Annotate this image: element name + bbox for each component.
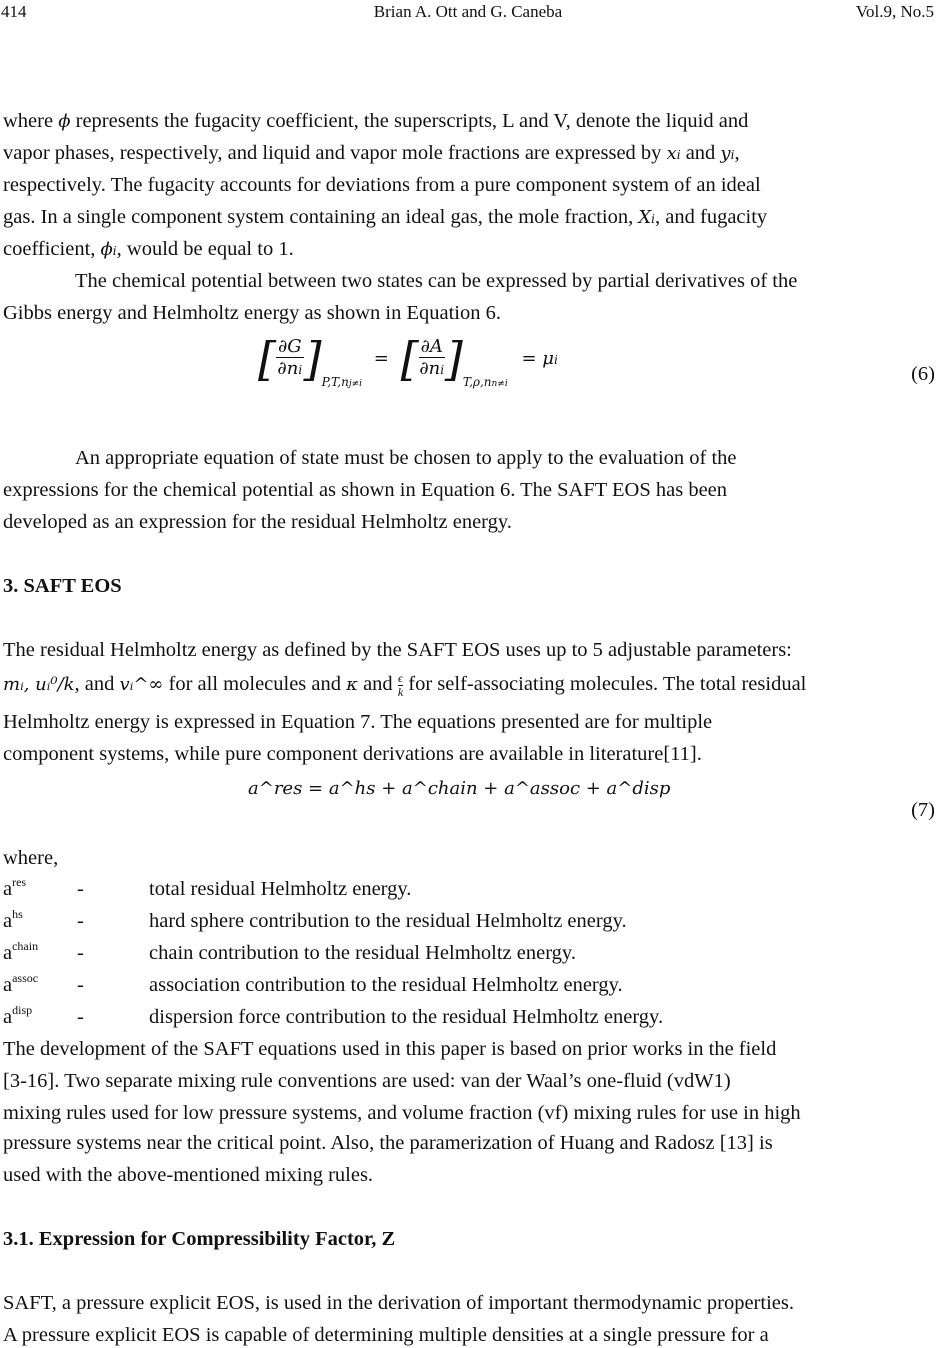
equation-number-6: (6) xyxy=(911,363,935,385)
paragraph-line: coefficient, ϕi, would be equal to 1. xyxy=(3,238,294,260)
paragraph-line: The residual Helmholtz energy as defined by the SAFT EOS uses up to 5 adjustable parameters: xyxy=(3,639,792,661)
paragraph-line: mixing rules used for low pressure systems, and volume fraction (vf) mixing rules for use in high xyxy=(3,1102,801,1124)
paragraph-line: The chemical potential between two states can be expressed by partial derivatives of the xyxy=(75,270,798,292)
definition-row: $a^{assoc}$ - association contribution to the residual Helmholtz energy. xyxy=(3,971,623,996)
paragraph-line: Gibbs energy and Helmholtz energy as shown in Equation 6. xyxy=(3,302,501,324)
math-phi: ϕ xyxy=(58,111,71,132)
definition-text: association contribution to the residual Helmholtz energy. xyxy=(149,974,623,996)
paragraph-line: expressions for the chemical potential as shown in Equation 6. The SAFT EOS has been xyxy=(3,479,728,501)
paragraph-line: [3-16]. Two separate mixing rule conventions are used: van der Waal’s one-fluid (vdW1) xyxy=(3,1070,731,1092)
definition-row: $a^{disp}$ - dispersion force contribution to the residual Helmholtz energy. xyxy=(3,1003,664,1028)
paragraph-line: An appropriate equation of state must be chosen to apply to the evaluation of the xyxy=(75,447,737,469)
paragraph-line: respectively. The fugacity accounts for deviations from a pure component system of an ideal xyxy=(3,174,761,196)
definition-symbol: $a^{chain}$ xyxy=(3,939,39,964)
paragraph-line: SAFT, a pressure explicit EOS, is used in the derivation of important thermodynamic properties. xyxy=(3,1292,794,1314)
where-label: where, xyxy=(3,847,59,869)
equation-6: [ $\frac{\partial G}{\partial ni}$ ]$_{P,T,nj\ne i}$ = [ $\frac{\partial A}{\partial ni}$ ]$_{T,\rho,nn\ne i} = \mu i$ xyxy=(258,332,558,389)
definition-symbol: $a^{disp}$ xyxy=(3,1003,33,1028)
definition-row: $a^{chain}$ - chain contribution to the residual Helmholtz energy. xyxy=(3,939,576,964)
definition-symbol: $a^{hs}$ xyxy=(3,907,23,932)
paragraph-line: where ϕ represents the fugacity coefficient, the superscripts, L and V, denote the liquid and xyxy=(3,110,749,132)
paragraph-line: gas. In a single component system containing an ideal gas, the mole fraction, Xi, and fugacity xyxy=(3,206,768,228)
page-number: 414 xyxy=(1,2,27,21)
paragraph-line: mᵢ, uᵢ⁰/k, and vᵢ^∞ for all molecules and κ and $\frac{\epsilon}{k}$ for self-associating molecules. The total residual xyxy=(3,670,807,699)
subsection-heading: 3.1. Expression for Compressibility Factor, Z xyxy=(3,1228,396,1250)
definition-row: $a^{hs}$ - hard sphere contribution to the residual Helmholtz energy. xyxy=(3,907,627,932)
equation-7: a^res = a^hs + a^chain + a^assoc + a^disp xyxy=(248,778,671,799)
header-authors: Brian A. Ott and G. Caneba xyxy=(373,2,563,21)
running-header xyxy=(0,2,936,26)
paragraph-line: vapor phases, respectively, and liquid and vapor mole fractions are expressed by xi and yi, xyxy=(3,142,740,164)
definition-text: chain contribution to the residual Helmholtz energy. xyxy=(149,942,576,964)
definition-symbol: $a^{res}$ xyxy=(3,875,27,900)
definition-text: total residual Helmholtz energy. xyxy=(149,878,412,900)
definition-text: dispersion force contribution to the residual Helmholtz energy. xyxy=(149,1006,664,1028)
definition-row: $a^{res}$ - total residual Helmholtz energy. xyxy=(3,875,412,900)
paragraph-line: developed as an expression for the residual Helmholtz energy. xyxy=(3,511,512,533)
paragraph-line: used with the above-mentioned mixing rules. xyxy=(3,1164,374,1186)
paragraph-line: The development of the SAFT equations used in this paper is based on prior works in the field xyxy=(3,1038,777,1060)
equation-number-7: (7) xyxy=(911,799,935,821)
epsilon-over-k: $\frac{\epsilon}{k}$ xyxy=(397,670,404,699)
definition-text: hard sphere contribution to the residual Helmholtz energy. xyxy=(149,910,627,932)
header-volume: Vol.9, No.5 xyxy=(855,2,934,21)
paragraph-line: Helmholtz energy is expressed in Equation 7. The equations presented are for multiple xyxy=(3,711,713,733)
definition-symbol: $a^{assoc}$ xyxy=(3,971,39,996)
paragraph-line: component systems, while pure component derivations are available in literature[11]. xyxy=(3,743,702,765)
section-heading: 3. SAFT EOS xyxy=(3,575,122,597)
paragraph-line: pressure systems near the critical point. Also, the paramerization of Huang and Radosz [13] is xyxy=(3,1132,773,1154)
paragraph-line: A pressure explicit EOS is capable of determining multiple densities at a single pressure for a xyxy=(3,1324,769,1346)
